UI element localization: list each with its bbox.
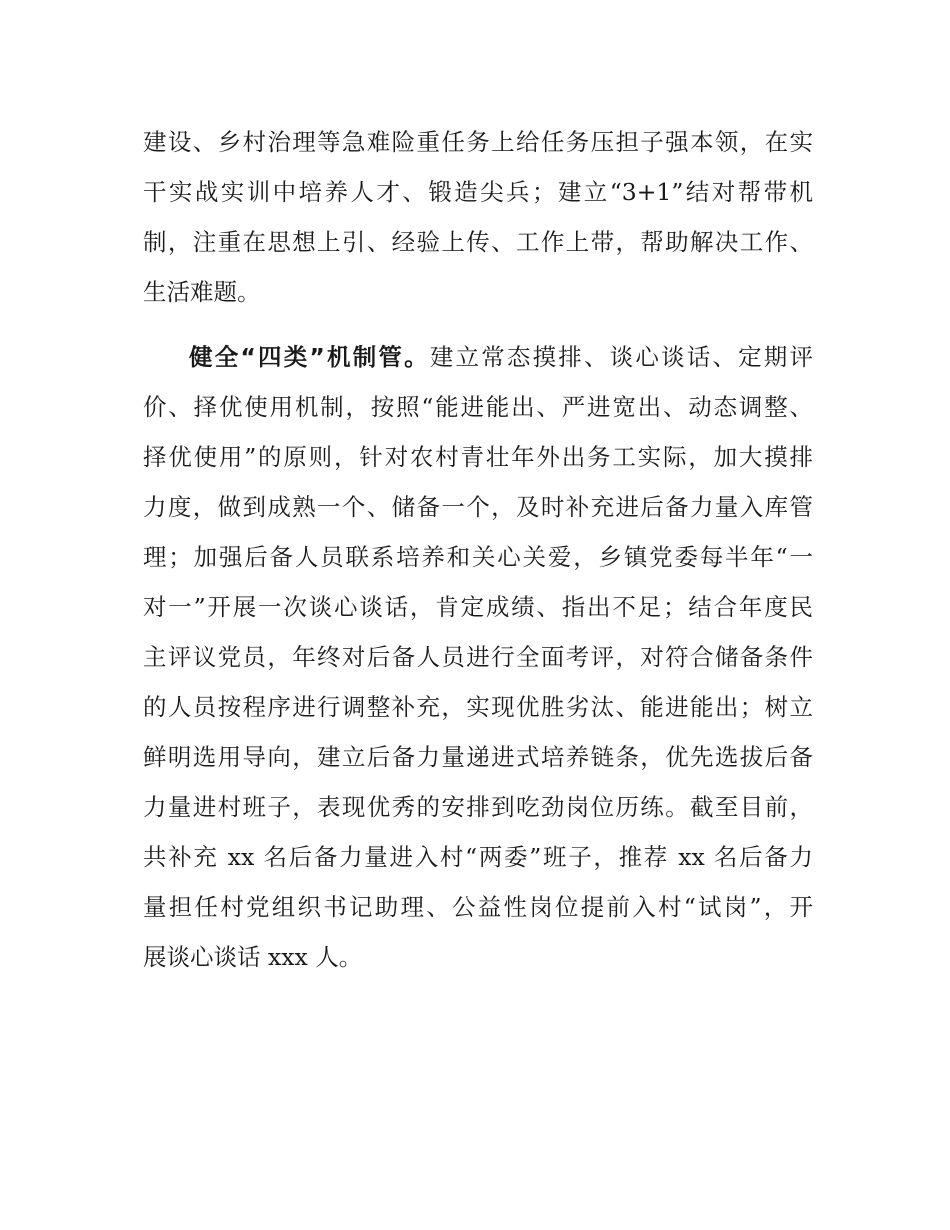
paragraph-1-line: 干实战实训中培养人才、锻造尖兵；建立“3+1”结对帮带机 xyxy=(143,178,813,206)
paragraph-2-line: 鲜明选用导向，建立后备力量递进式培养链条，优先选拔后备 xyxy=(143,743,813,771)
paragraph-2-line: 价、择优使用机制，按照“能进能出、严进宽出、动态调整、 xyxy=(143,393,813,421)
paragraph-2-line: 力量进村班子，表现优秀的安排到吃劲岗位历练。截至目前， xyxy=(143,793,813,821)
paragraph-2-line: 对一”开展一次谈心谈话，肯定成绩、指出不足；结合年度民 xyxy=(143,593,813,621)
paragraph-1-line: 建设、乡村治理等急难险重任务上给任务压担子强本领，在实 xyxy=(143,128,813,156)
section-heading: 健全“四类”机制管。 xyxy=(189,343,430,371)
paragraph-2 xyxy=(143,332,813,982)
paragraph-2-line: 力度，做到成熟一个、储备一个，及时补充进后备力量入库管 xyxy=(143,493,813,521)
paragraph-2-line: 量担任村党组织书记助理、公益性岗位提前入村“试岗”，开 xyxy=(143,893,813,921)
paragraph-1 xyxy=(143,117,813,317)
paragraph-2-first-line xyxy=(143,332,813,382)
paragraph-1-line: 生活难题。 xyxy=(143,278,261,306)
paragraph-2-first-line-text: 建立常态摸排、谈心谈话、定期评 xyxy=(429,343,814,371)
paragraph-2-line: 择优使用”的原则，针对农村青壮年外出务工实际，加大摸排 xyxy=(143,443,813,471)
paragraph-2-line: 展谈心谈话 xxx 人。 xyxy=(143,943,363,971)
paragraph-2-line: 理；加强后备人员联系培养和关心关爱，乡镇党委每半年“一 xyxy=(143,543,813,571)
paragraph-1-line: 制，注重在思想上引、经验上传、工作上带，帮助解决工作、 xyxy=(143,228,813,256)
paragraph-2-line: 的人员按程序进行调整补充，实现优胜劣汰、能进能出；树立 xyxy=(143,693,813,721)
paragraph-2-line: 主评议党员，年终对后备人员进行全面考评，对符合储备条件 xyxy=(143,643,813,671)
paragraph-2-line: 共补充 xx 名后备力量进入村“两委”班子，推荐 xx 名后备力 xyxy=(143,843,813,871)
